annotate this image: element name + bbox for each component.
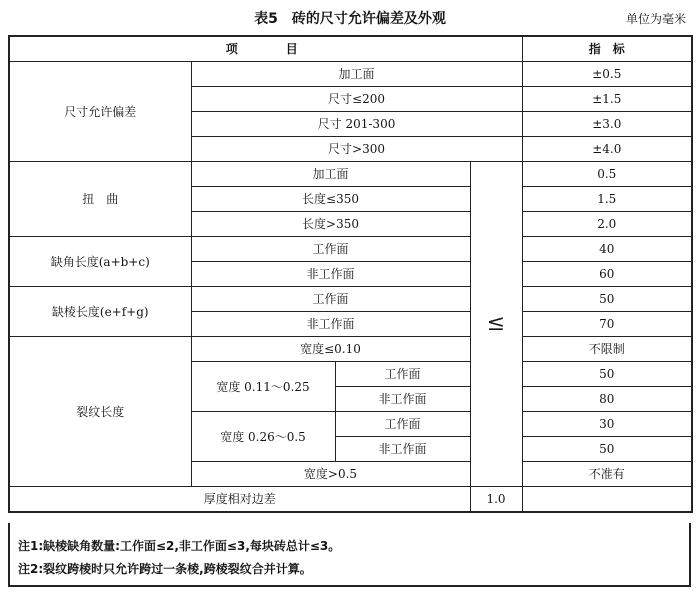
- le-symbol: ≤: [470, 162, 522, 487]
- dimension-value: ±0.5: [522, 62, 692, 87]
- edge-sub: 非工作面: [191, 312, 470, 337]
- warp-sub: 长度>350: [191, 212, 470, 237]
- table-title: 表5 砖的尺寸允许偏差及外观: [254, 11, 446, 27]
- dimension-sub: 尺寸≤200: [191, 87, 522, 112]
- crack-face: 非工作面: [335, 387, 470, 412]
- warp-sub: 长度≤350: [191, 187, 470, 212]
- table-row: [9, 162, 692, 187]
- corner-sub: 非工作面: [191, 262, 470, 287]
- crack-value: 30: [522, 412, 692, 437]
- edge-sub: 工作面: [191, 287, 470, 312]
- crack-face: 非工作面: [335, 437, 470, 462]
- dimension-sub: 尺寸>300: [191, 137, 522, 162]
- corner-value: 40: [522, 237, 692, 262]
- header-item: 项 目: [9, 36, 522, 62]
- dimension-value: ±4.0: [522, 137, 692, 162]
- crack-face: 工作面: [335, 362, 470, 387]
- thickness-label: 厚度相对边差: [9, 487, 470, 513]
- crack-label: 裂纹长度: [9, 337, 191, 487]
- crack-value: 不限制: [522, 337, 692, 362]
- dimension-sub: 尺寸 201-300: [191, 112, 522, 137]
- table-caption: [0, 8, 700, 30]
- edge-value: 50: [522, 287, 692, 312]
- dimension-value: ±1.5: [522, 87, 692, 112]
- table-row: [9, 237, 692, 262]
- corner-sub: 工作面: [191, 237, 470, 262]
- note-2: 注2:裂纹跨棱时只允许跨过一条棱,跨棱裂纹合并计算。: [18, 562, 312, 576]
- warp-value: 2.0: [522, 212, 692, 237]
- crack-sub: 宽度>0.5: [191, 462, 470, 487]
- dimension-value: ±3.0: [522, 112, 692, 137]
- edge-label: 缺棱长度(e+f+g): [9, 287, 191, 337]
- unit-label: 单位为毫米: [625, 12, 686, 26]
- crack-value: 50: [522, 362, 692, 387]
- crack-sub: 宽度 0.26～0.5: [191, 412, 335, 462]
- dimension-label: 尺寸允许偏差: [9, 62, 191, 162]
- corner-value: 60: [522, 262, 692, 287]
- table-row: [9, 287, 692, 312]
- warp-sub: 加工面: [191, 162, 470, 187]
- warp-value: 1.5: [522, 187, 692, 212]
- crack-value: 50: [522, 437, 692, 462]
- thickness-value: 1.0: [470, 487, 522, 513]
- spec-table: [8, 35, 693, 513]
- dimension-sub: 加工面: [191, 62, 522, 87]
- note-1: 注1:缺棱缺角数量:工作面≤2,非工作面≤3,每块砖总计≤3。: [18, 539, 341, 553]
- table-row: [9, 487, 692, 513]
- crack-sub: 宽度 0.11～0.25: [191, 362, 335, 412]
- corner-label: 缺角长度(a+b+c): [9, 237, 191, 287]
- crack-value: 80: [522, 387, 692, 412]
- warp-label: 扭 曲: [9, 162, 191, 237]
- crack-value: 不准有: [522, 462, 692, 487]
- table-notes: [8, 523, 691, 587]
- header-index: 指 标: [522, 36, 692, 62]
- crack-sub: 宽度≤0.10: [191, 337, 470, 362]
- table-row: [9, 337, 692, 362]
- warp-value: 0.5: [522, 162, 692, 187]
- crack-face: 工作面: [335, 412, 470, 437]
- edge-value: 70: [522, 312, 692, 337]
- header-row: [9, 36, 692, 62]
- table-row: [9, 62, 692, 87]
